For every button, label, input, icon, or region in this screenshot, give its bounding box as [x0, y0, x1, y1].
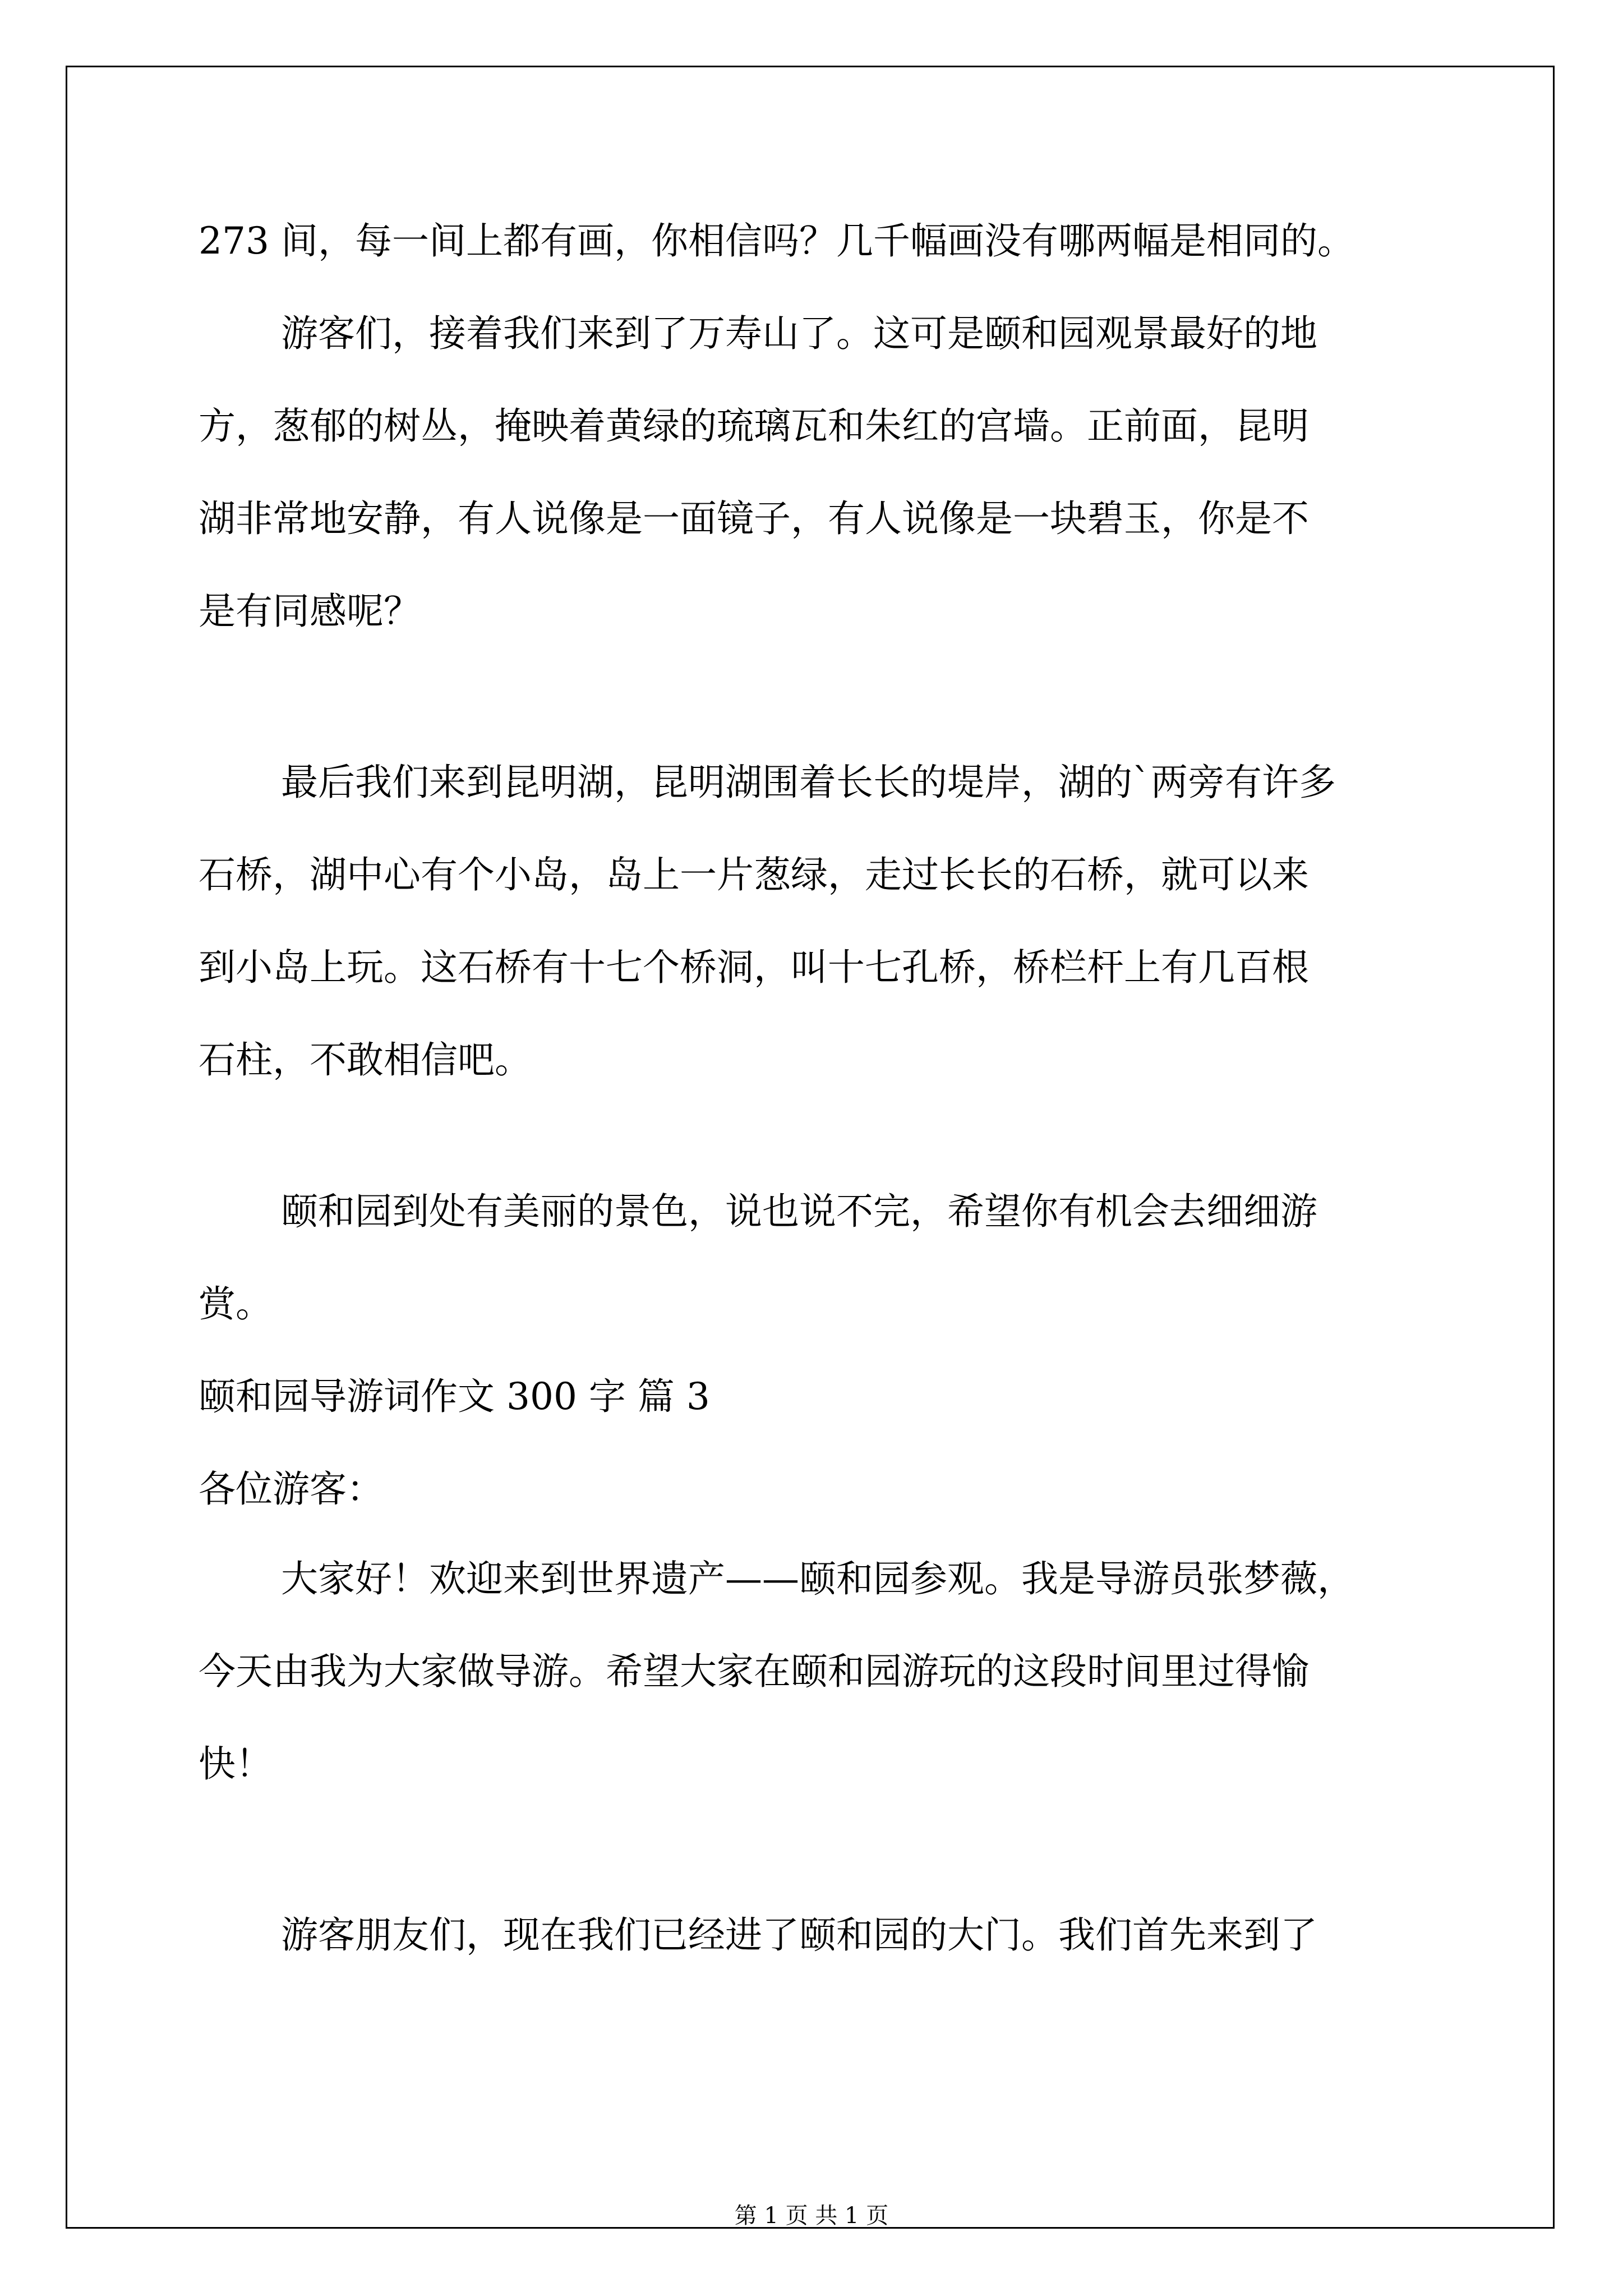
- body-line: 颐和园到处有美丽的景色，说也说不完，希望你有机会去细细游: [281, 1190, 1317, 1233]
- body-line: 273 间，每一间上都有画，你相信吗？几千幅画没有哪两幅是相同的。: [199, 219, 1354, 263]
- body-line: 游客们，接着我们来到了万寿山了。这可是颐和园观景最好的地: [281, 312, 1317, 355]
- body-line: 赏。: [199, 1282, 273, 1326]
- body-line: 是有同感呢？: [199, 590, 421, 633]
- salutation: 各位游客：: [199, 1467, 384, 1511]
- body-line: 最后我们来到昆明湖，昆明湖围着长长的堤岸，湖的`两旁有许多: [281, 761, 1336, 804]
- page-footer: 第 1 页 共 1 页: [734, 2203, 889, 2229]
- body-line: 游客朋友们，现在我们已经进了颐和园的大门。我们首先来到了: [281, 1913, 1317, 1957]
- body-line: 到小岛上玩。这石桥有十七个桥洞，叫十七孔桥，桥栏杆上有几百根: [199, 946, 1309, 989]
- body-line: 石桥，湖中心有个小岛，岛上一片葱绿，走过长长的石桥，就可以来: [199, 853, 1309, 896]
- page-border: [66, 66, 1555, 2229]
- body-line: 湖非常地安静，有人说像是一面镜子，有人说像是一块碧玉，你是不: [199, 497, 1309, 540]
- body-line: 石柱，不敢相信吧。: [199, 1038, 532, 1082]
- body-line: 大家好！欢迎来到世界遗产——颐和园参观。我是导游员张梦薇，: [281, 1557, 1354, 1600]
- body-line: 快！: [199, 1742, 273, 1786]
- body-line: 今天由我为大家做导游。希望大家在颐和园游玩的这段时间里过得愉: [199, 1650, 1309, 1693]
- section-heading: 颐和园导游词作文 300 字 篇 3: [199, 1375, 710, 1418]
- body-line: 方，葱郁的树丛，掩映着黄绿的琉璃瓦和朱红的宫墙。正前面，昆明: [199, 404, 1309, 448]
